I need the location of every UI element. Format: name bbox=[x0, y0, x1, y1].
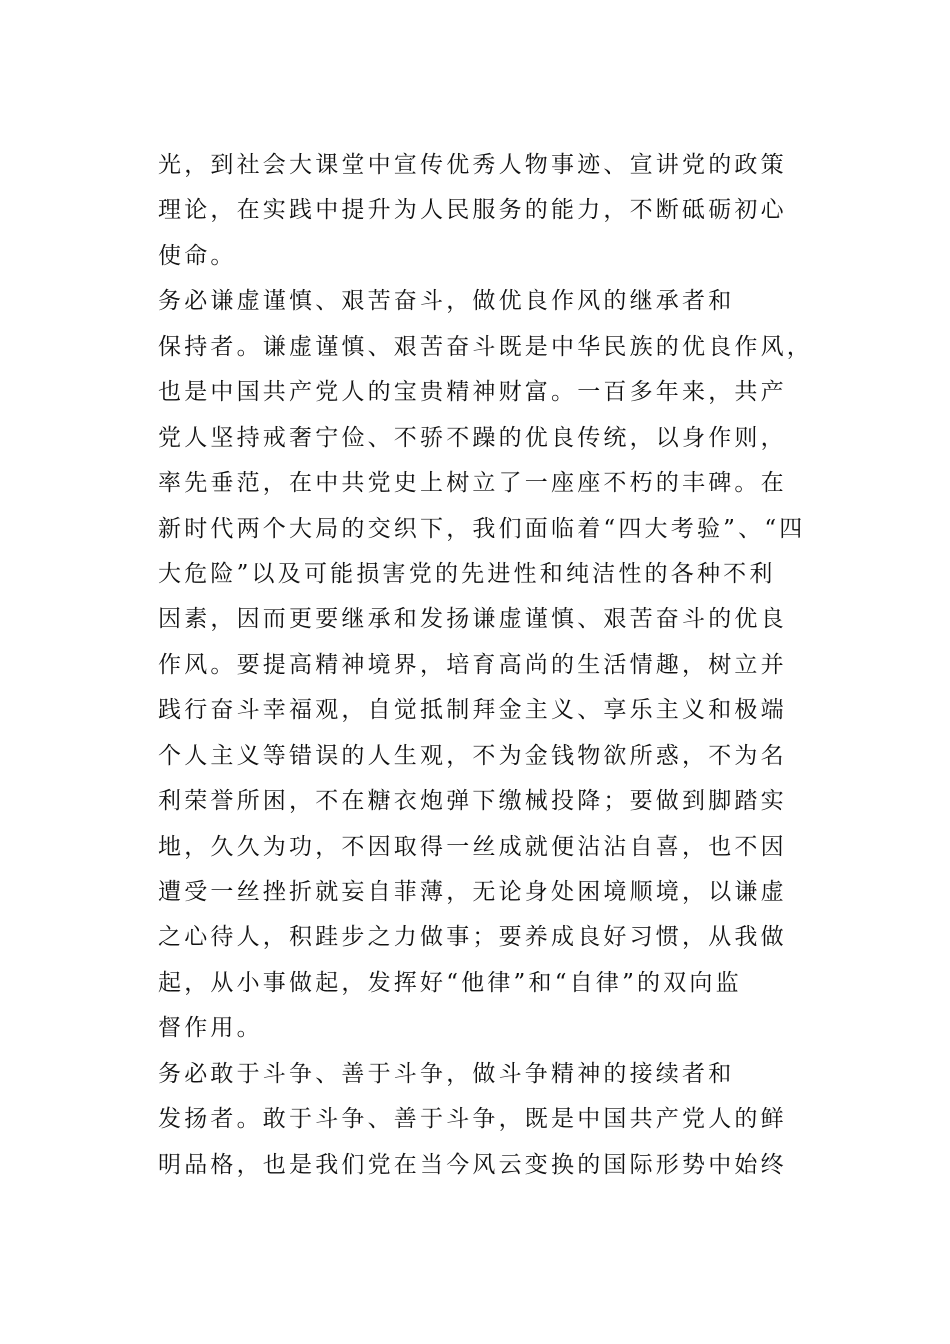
text-line: 发扬者。敢于斗争、善于斗争，既是中国共产党人的鲜 bbox=[158, 1106, 787, 1133]
text-line: 起，从小事做起，发挥好“他律”和“自律”的双向监 bbox=[158, 969, 742, 996]
section-heading-line: 务必敢于斗争、善于斗争，做斗争精神的接续者和 bbox=[158, 1060, 735, 1087]
text-line: 保持者。谦虚谨慎、艰苦奋斗既是中华民族的优良作风， bbox=[158, 333, 813, 360]
text-line: 之心待人，积跬步之力做事；要养成良好习惯，从我做 bbox=[158, 924, 787, 951]
text-line: 光，到社会大课堂中宣传优秀人物事迹、宣讲党的政策 bbox=[158, 152, 787, 178]
text-line: 理论，在实践中提升为人民服务的能力，不断砥砺初心 bbox=[158, 197, 787, 224]
text-line: 大危险”以及可能损害党的先进性和纯洁性的各种不利 bbox=[158, 560, 776, 587]
text-line: 明品格，也是我们党在当今风云变换的国际形势中始终 bbox=[158, 1151, 787, 1178]
text-line: 督作用。 bbox=[158, 1015, 263, 1042]
text-line: 作风。要提高精神境界，培育高尚的生活情趣，树立并 bbox=[158, 651, 787, 678]
text-line: 党人坚持戒奢宁俭、不骄不躁的优良传统，以身作则， bbox=[158, 424, 787, 451]
text-line: 使命。 bbox=[158, 242, 237, 269]
text-line: 新时代两个大局的交织下，我们面临着“四大考验”、“四 bbox=[158, 515, 806, 542]
text-line: 践行奋斗幸福观，自觉抵制拜金主义、享乐主义和极端 bbox=[158, 697, 787, 724]
section-heading-line: 务必谦虚谨慎、艰苦奋斗，做优良作风的继承者和 bbox=[158, 288, 735, 315]
text-line: 利荣誉所困，不在糖衣炮弹下缴械投降；要做到脚踏实 bbox=[158, 788, 787, 815]
text-line: 个人主义等错误的人生观，不为金钱物欲所惑，不为名 bbox=[158, 742, 787, 769]
text-line: 率先垂范，在中共党史上树立了一座座不朽的丰碑。在 bbox=[158, 470, 787, 497]
text-line: 遭受一丝挫折就妄自菲薄，无论身处困境顺境，以谦虚 bbox=[158, 879, 787, 905]
text-line: 因素，因而更要继承和发扬谦虚谨慎、艰苦奋斗的优良 bbox=[158, 606, 787, 633]
text-line: 也是中国共产党人的宝贵精神财富。一百多年来，共产 bbox=[158, 379, 787, 406]
body-text bbox=[158, 143, 838, 1188]
text-line: 地，久久为功，不因取得一丝成就便沾沾自喜，也不因 bbox=[158, 833, 787, 860]
